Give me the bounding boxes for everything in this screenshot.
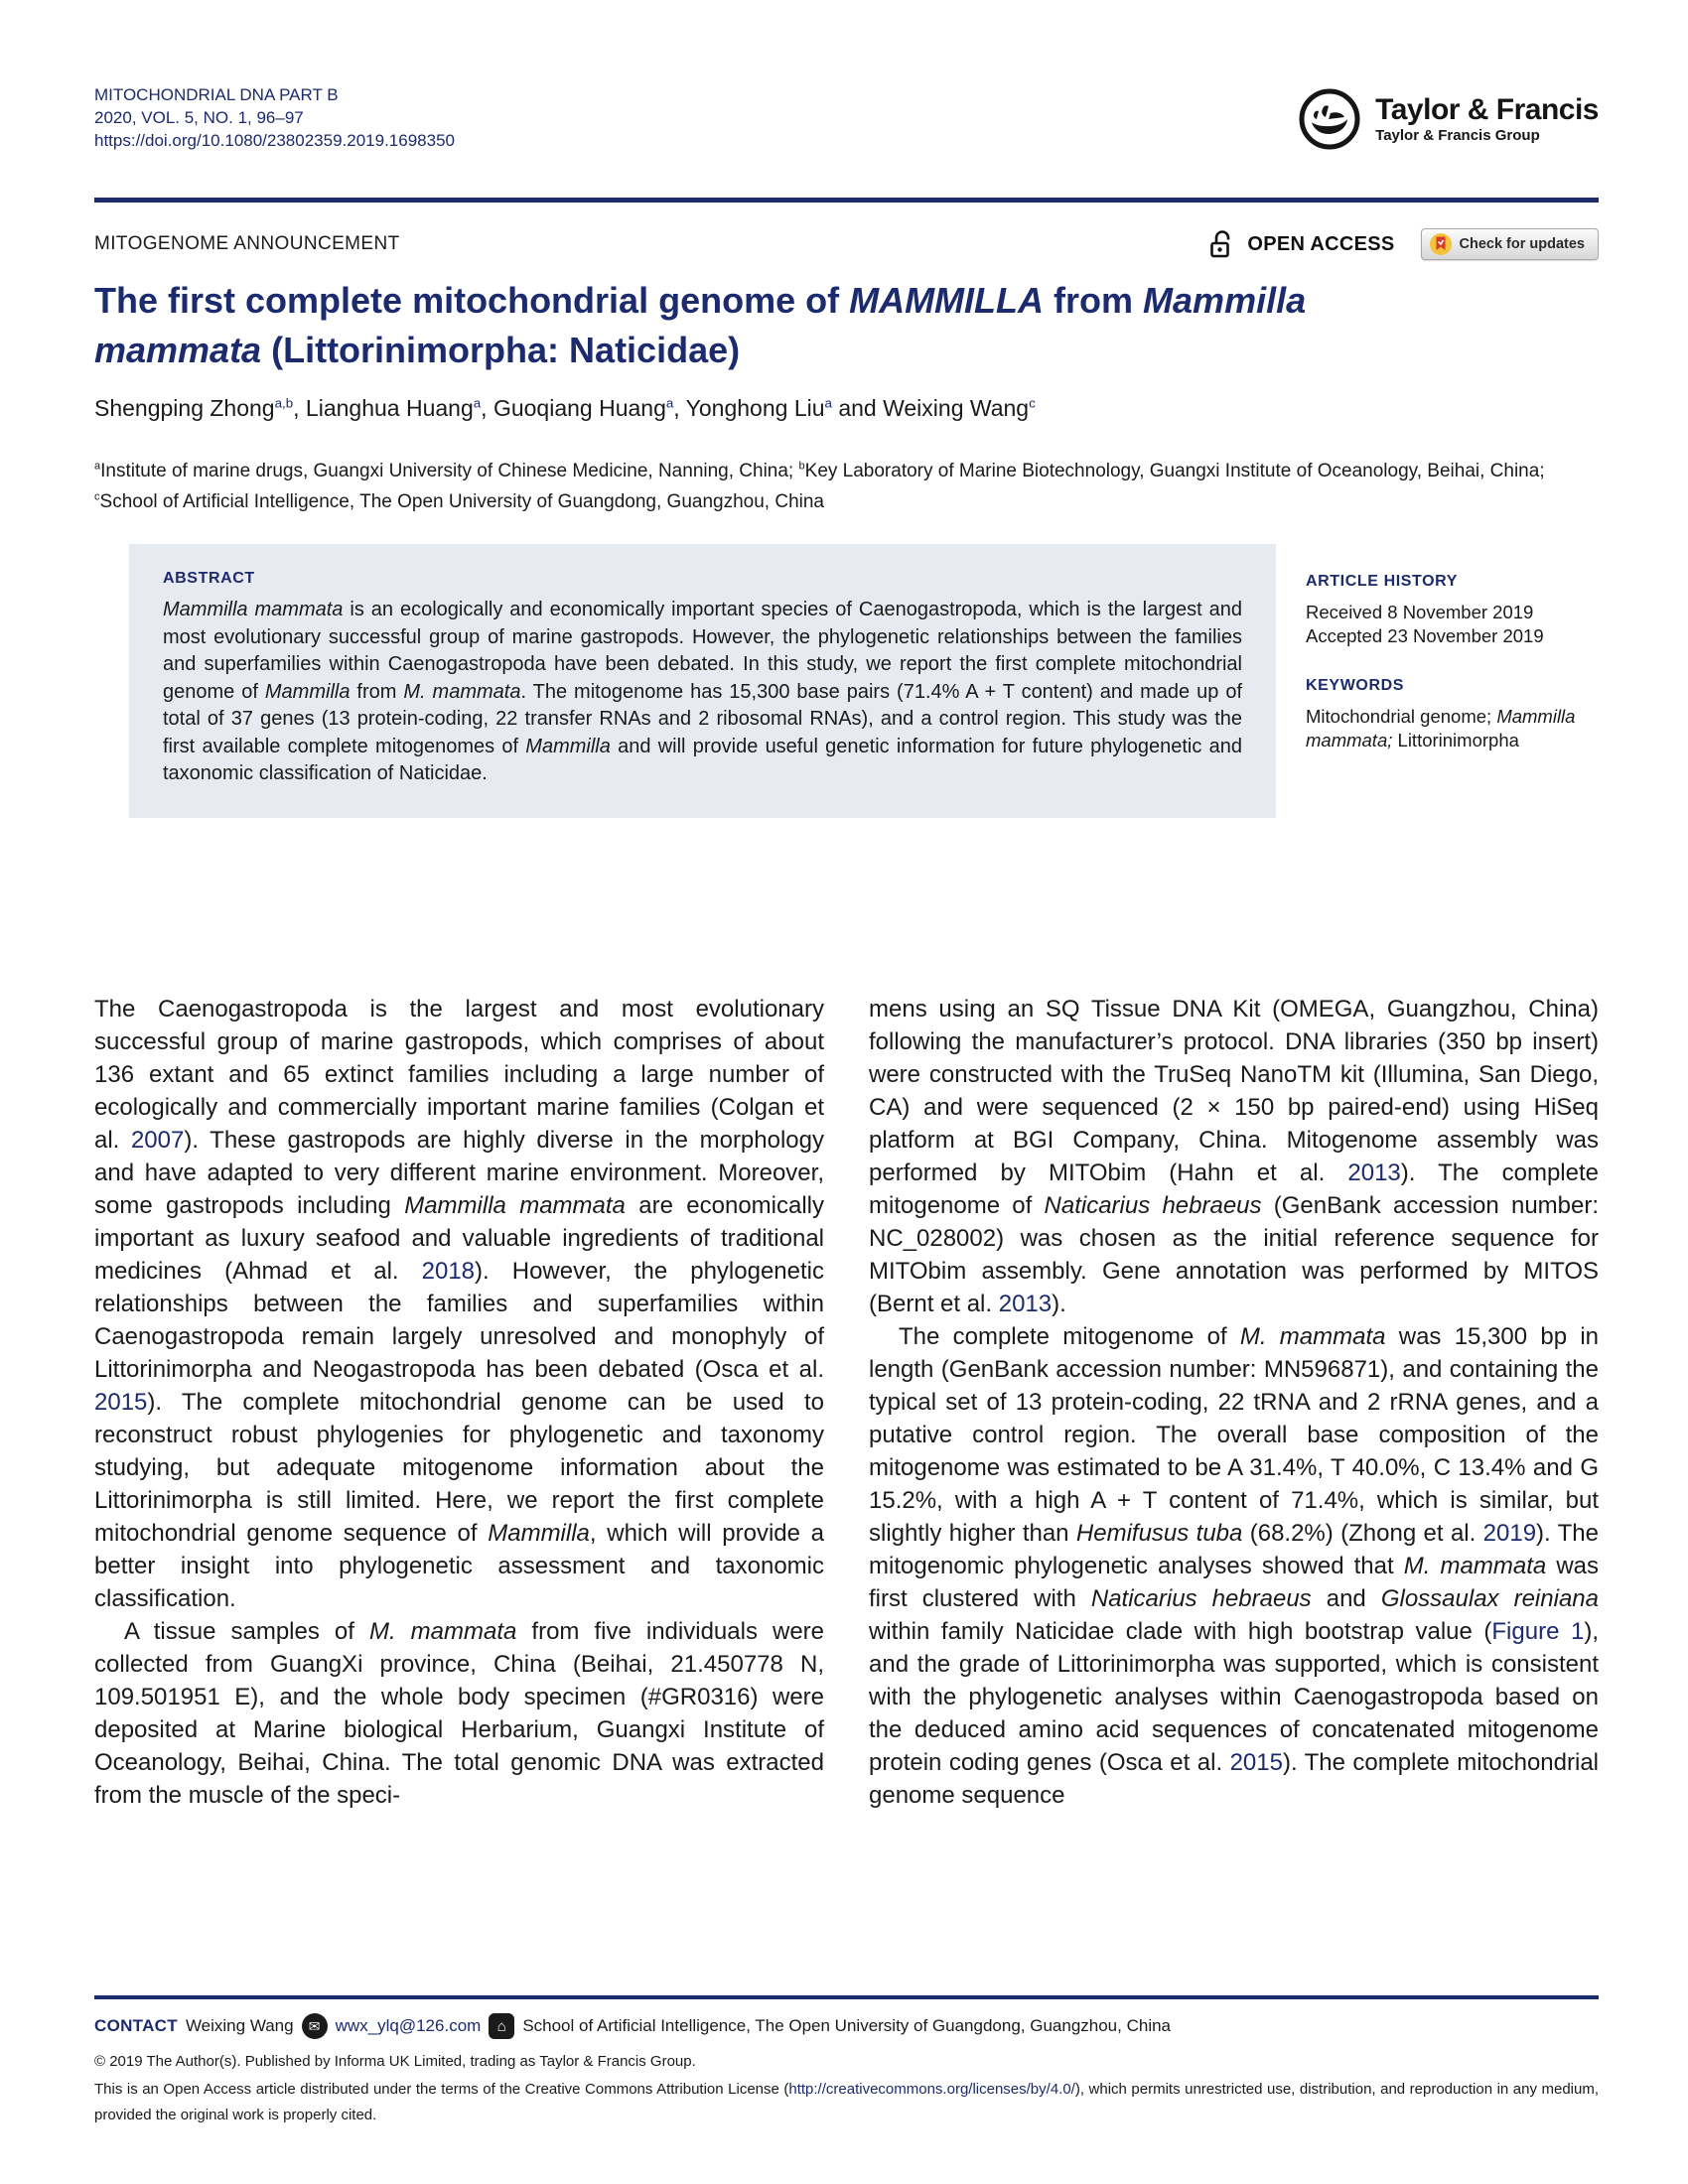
received-date: Received 8 November 2019	[1306, 602, 1534, 622]
journal-name: MITOCHONDRIAL DNA PART B	[94, 85, 339, 104]
inline-link[interactable]: 2013	[998, 1291, 1053, 1317]
paragraph: A tissue samples of M. mammata from five individuals were collected from GuangXi province, China (Beihai, 21.450778 N, 109.501951 E), and the whole body specimen (#GR0316) were deposited at Marine biological Herbarium, Guangxi Institute of Oceanology, Beihai, China. The total genomic DNA was extracted from the muscle of the speci-	[94, 1618, 825, 1809]
open-lock-icon	[1208, 229, 1235, 260]
check-for-updates-label: Check for updates	[1459, 236, 1585, 252]
volume-issue-pages: 2020, VOL. 5, NO. 1, 96–97	[94, 108, 304, 127]
inline-link[interactable]: 2018	[421, 1258, 476, 1285]
paragraph: The complete mitogenome of M. mammata was 15,300 bp in length (GenBank accession number: MN596871), and containing the typical set of 13 protein-coding, 22 tRNA and 2 rRNA genes, and a putative control region. The overall base composition of the mitogenome was estimated to be A 31.4%, T 40.0%, C 13.4% and G 15.2%, with a high A + T content of 71.4%, which is similar, but slightly higher than Hemifusus tuba (68.2%) (Zhong et al. 2019). The mitogenomic phylogenetic analyses showed that M. mammata was first clustered with Naticarius hebraeus and Glossaulax reiniana within family Naticidae clade with high bootstrap value (Figure 1), and the grade of Littorinimorpha was supported, which is consistent with the phylogenetic analyses within Caenogastropoda based on the deduced amino acid sequences of concatenated mitogenome protein coding genes (Osca et al. 2015). The complete mitochondrial genome sequence	[869, 1323, 1600, 1809]
footer-rule	[94, 1995, 1599, 1999]
abstract-section	[94, 544, 1599, 818]
article-title: The first complete mitochondrial genome of MAMMILLA from Mammilla mammata (Littorinimorpha: Naticidae)	[94, 280, 1307, 370]
publisher-logo	[1298, 87, 1599, 151]
article-history-heading: ARTICLE HISTORY	[1306, 573, 1459, 590]
abstract-text: Mammilla mammata is an ecologically and economically important species of Caenogastropoda, which is the largest and most evolutionary successful group of marine gastropods. However, the phylogenetic relationships between the families and superfamilies within Caenogastropoda have been debated. In this study, we report the first complete mitochondrial genome of Mammilla from M. mammata. The mitogenome has 15,300 base pairs (71.4% A + T content) and made up of total of 37 genes (13 protein-coding, 22 transfer RNAs and 2 ribosomal RNAs), and a control region. This study was the first available complete mitogenomes of Mammilla and will provide useful genetic information for future phylogenetic and taxonomic classification of Naticidae.	[163, 599, 1242, 784]
contact-label: CONTACT	[94, 2016, 178, 2035]
inline-link[interactable]: 2007	[130, 1127, 185, 1154]
keywords-heading: KEYWORDS	[1306, 677, 1405, 694]
inline-link[interactable]: 2015	[1229, 1749, 1283, 1776]
article-body	[94, 993, 1599, 1812]
inline-link[interactable]: Figure 1	[1491, 1618, 1585, 1645]
taylor-francis-ship-icon	[1298, 87, 1361, 151]
license-text: This is an Open Access article distributed under the terms of the Creative Commons Attribution License (http://creativecommons.org/licenses/by/4.0/), which permits unrestricted use, distribution, and reproduction in any medium, provided the original work is properly cited.	[94, 2081, 1599, 2123]
publisher-group: Taylor & Francis Group	[1375, 127, 1540, 144]
inline-link[interactable]: 2015	[94, 1389, 148, 1416]
abstract-box	[129, 544, 1276, 818]
affiliations: $^a$Institute of marine drugs, Guangxi University of Chinese Medicine, Nanning, China; $^b$Key Laboratory of Marine Biotechnology, Guangxi Institute of Oceanology, Beihai, China; $^c$School of Artificial Intelligence, The Open University of Guangdong, Guangzhou, China	[94, 460, 1545, 512]
article-history-sidebar	[1306, 544, 1599, 818]
article-type-label: MITOGENOME ANNOUNCEMENT	[94, 233, 400, 254]
inline-link[interactable]: http://creativecommons.org/licenses/by/4.0/	[788, 2081, 1075, 2098]
keywords-list: Mitochondrial genome; Mammilla mammata; Littorinimorpha	[1306, 706, 1576, 751]
doi-link[interactable]: https://doi.org/10.1080/23802359.2019.1698350	[94, 131, 455, 150]
publisher-logo-text	[1375, 94, 1599, 144]
contact-name: Weixing Wang	[185, 2016, 294, 2035]
publisher-name: Taylor & Francis	[1375, 93, 1599, 126]
open-access-label: OPEN ACCESS	[1247, 232, 1395, 255]
email-icon: ✉	[302, 2013, 328, 2039]
inline-link[interactable]: 2013	[1347, 1160, 1401, 1186]
copyright-line: © 2019 The Author(s). Published by Informa UK Limited, trading as Taylor & Francis Group.	[94, 2053, 696, 2070]
right-column	[869, 993, 1599, 1812]
inline-link[interactable]: 2019	[1482, 1520, 1537, 1547]
accepted-date: Accepted 23 November 2019	[1306, 625, 1544, 646]
article-meta-row	[94, 228, 1599, 260]
left-column	[94, 993, 824, 1812]
contact-affiliation: School of Artificial Intelligence, The Open University of Guangdong, Guangzhou, China	[522, 2016, 1172, 2035]
contact-line	[94, 2013, 1599, 2039]
affiliation-icon: ⌂	[489, 2013, 514, 2039]
contact-email-link[interactable]: wwx_ylq@126.com	[335, 2016, 482, 2035]
paragraph: mens using an SQ Tissue DNA Kit (OMEGA, Guangzhou, China) following the manufacturer’s protocol. DNA libraries (350 bp insert) were constructed with the TruSeq NanoTM kit (Illumina, San Diego, CA) and were sequenced (2 × 150 bp paired-end) using HiSeq platform at BGI Company, China. Mitogenome assembly was performed by MITObim (Hahn et al. 2013). The complete mitogenome of Naticarius hebraeus (GenBank accession number: NC_028002) was chosen as the initial reference sequence for MITObim assembly. Gene annotation was performed by MITOS (Bernt et al. 2013).	[869, 996, 1600, 1317]
access-badges	[1208, 228, 1599, 260]
paragraph: The Caenogastropoda is the largest and most evolutionary successful group of marine gastropods, which comprises of about 136 extant and 65 extinct families including a large number of ecologically and commercially important marine families (Colgan et al. 2007). These gastropods are highly diverse in the morphology and have adapted to very different marine environment. Moreover, some gastropods including Mammilla mammata are economically important as luxury seafood and valuable ingredients of traditional medicines (Ahmad et al. 2018). However, the phylogenetic relationships between the families and superfamilies within Caenogastropoda remain largely unresolved and monophyly of Littorinimorpha and Neogastropoda has been debated (Osca et al. 2015). The complete mitochondrial genome can be used to reconstruct robust phylogenies for phylogenetic and taxonomy studying, but adequate mitogenome information about the Littorinimorpha is still limited. Here, we report the first complete mitochondrial genome sequence of Mammilla, which will provide a better insight into phylogenetic assessment and taxonomic classification.	[94, 996, 825, 1612]
author-list: Shengping Zhong$^{a,b}$, Lianghua Huang$^a$, Guoqiang Huang$^a$, Yonghong Liu$^a$ and Weixing Wang$^c$	[94, 395, 1036, 421]
abstract-heading: ABSTRACT	[163, 570, 255, 587]
crossmark-icon	[1430, 233, 1452, 255]
header-rule	[94, 198, 1599, 203]
check-for-updates-badge[interactable]	[1421, 228, 1600, 260]
journal-header-info	[94, 83, 455, 152]
